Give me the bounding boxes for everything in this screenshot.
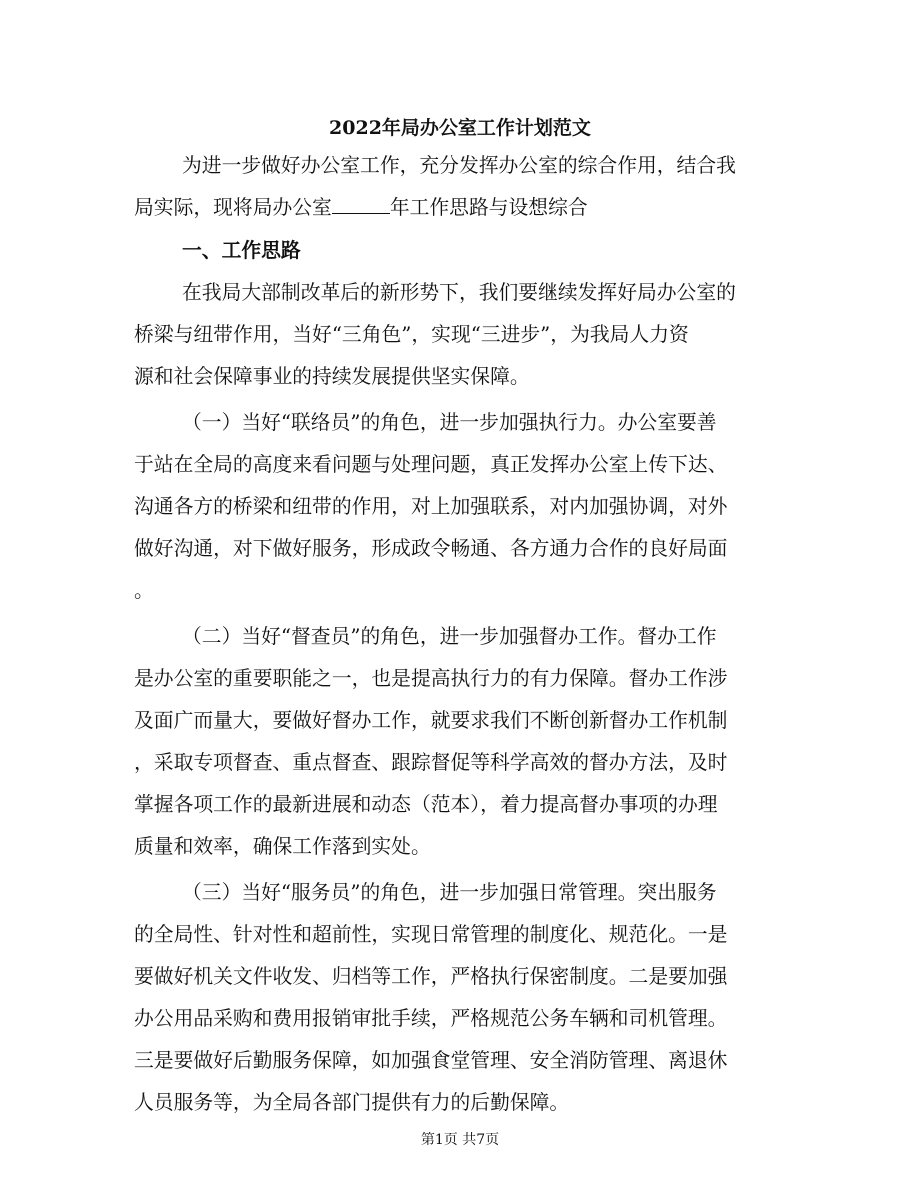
paragraph-line: 沟通各方的桥梁和纽带的作用，对上加强联系，对内加强协调，对外 (134, 495, 728, 518)
paragraph-line: 的全局性、针对性和超前性，实现日常管理的制度化、规范化。一是 (134, 923, 728, 946)
intro-text: 为进一步做好办公室工作，充分发挥办公室的综合作用，结合我 (182, 154, 736, 177)
paragraph-line: 于站在全局的高度来看问题与处理问题，真正发挥办公室上传下达、 (134, 453, 728, 476)
paragraph-line: 是办公室的重要职能之一，也是提高执行力的有力保障。督办工作涉 (134, 667, 728, 690)
paragraph-line: ，采取专项督查、重点督查、跟踪督促等科学高效的督办方法，及时 (134, 751, 728, 774)
document-title: 2022年局办公室工作计划范文 (329, 117, 591, 139)
page-number-footer: 第1页 共7页 (420, 1132, 500, 1148)
paragraph-line: 人员服务等，为全局各部门提供有力的后勤保障。 (134, 1091, 570, 1114)
intro-text: 年工作思路与设想综合 (389, 196, 588, 219)
paragraph-line: （三）当好“服务员”的角色，进一步加强日常管理。突出服务 (182, 881, 717, 904)
paragraph-line: （一）当好“联络员”的角色，进一步加强执行力。办公室要善 (182, 411, 717, 434)
intro-text: 局实际，现将局办公室 (134, 196, 332, 219)
paragraph-line: 办公用品采购和费用报销审批手续，严格规范公务车辆和司机管理。 (134, 1007, 728, 1030)
paragraph-line: 做好沟通，对下做好服务，形成政令畅通、各方通力合作的良好局面 (134, 537, 728, 560)
paragraph-line: 在我局大部制改革后的新形势下，我们要继续发挥好局办公室的 (182, 281, 736, 304)
paragraph-line: 质量和效率，确保工作落到实处。 (134, 835, 431, 858)
section-heading: 一、工作思路 (182, 238, 301, 262)
blank-underline (332, 196, 390, 214)
paragraph-line: 桥梁与纽带作用，当好“三角色”，实现“三进步”，为我局人力资 (134, 323, 689, 346)
paragraph-line: 及面广而量大，要做好督办工作，就要求我们不断创新督办工作机制 (134, 709, 728, 732)
paragraph-line: （二）当好“督查员”的角色，进一步加强督办工作。督办工作 (182, 625, 717, 648)
paragraph-line: 掌握各项工作的最新进展和动态（范本），着力提高督办事项的办理 (134, 793, 718, 816)
paragraph-line: 。 (134, 579, 154, 602)
paragraph-line: 源和社会保障事业的持续发展提供坚实保障。 (134, 365, 530, 388)
paragraph-line: 要做好机关文件收发、归档等工作，严格执行保密制度。二是要加强 (134, 965, 728, 988)
intro-line (182, 154, 736, 178)
intro-line (134, 196, 588, 220)
paragraph-line: 三是要做好后勤服务保障，如加强食堂管理、安全消防管理、离退休 (134, 1049, 728, 1072)
